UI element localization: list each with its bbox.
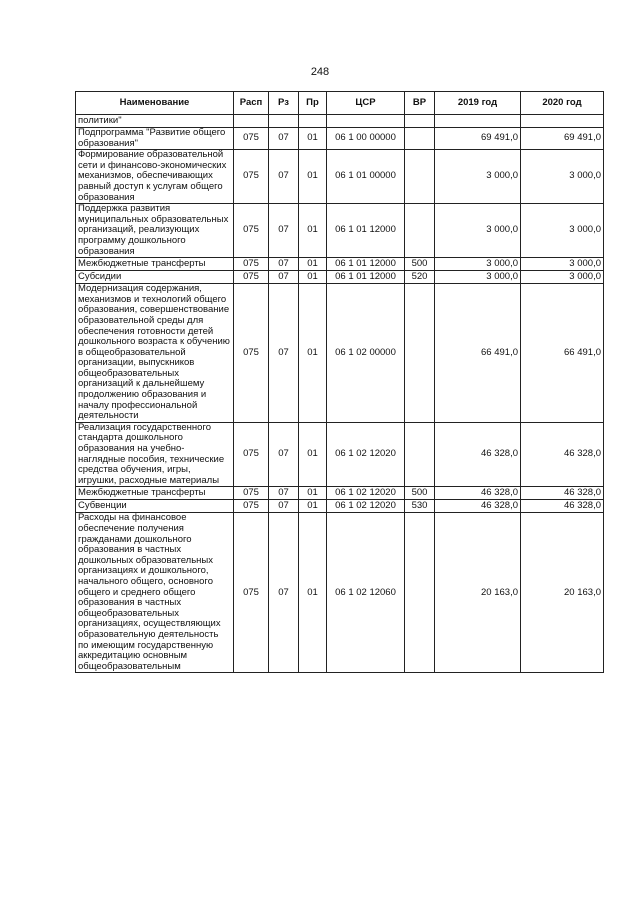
cell-2019: 3 000,0: [435, 150, 521, 204]
table-row: [76, 204, 604, 258]
cell-rz: 07: [269, 271, 299, 284]
cell-rz: 07: [269, 284, 299, 423]
cell-vr: [405, 128, 435, 150]
cell-name: Расходы на финансовое обеспечение получения гражданами дошкольного образования в частных дошкольных образовательных организациях и дошкольного, начального общего, основного общего и среднего общего образования в частных общеобразовательных организациях, осуществляющих образовательную деятельность по имеющим государственную аккредитацию основным общеобразовательным: [76, 513, 234, 673]
cell-rasp: 075: [234, 422, 269, 487]
cell-name: Формирование образовательной сети и финансово-экономических механизмов, обеспечивающих равный доступ к услугам общего образования: [76, 150, 234, 204]
header-rz: Рз: [269, 92, 299, 115]
cell-rasp: 075: [234, 204, 269, 258]
cell-2020: 46 328,0: [521, 487, 604, 500]
cell-pr: 01: [299, 284, 327, 423]
header-row: [76, 92, 604, 115]
header-pr: Пр: [299, 92, 327, 115]
cell-rz: 07: [269, 204, 299, 258]
cell-rasp: 075: [234, 128, 269, 150]
cell-name: Реализация государственного стандарта дошкольного образования на учебно-наглядные пособия, технические средства обучения, игры, игрушки, расходные материалы: [76, 422, 234, 487]
cell-pr: 01: [299, 513, 327, 673]
cell-vr: 500: [405, 487, 435, 500]
cell-csr: 06 1 02 00000: [327, 284, 405, 423]
table-row: [76, 115, 604, 128]
cell-name: Субсидии: [76, 271, 234, 284]
cell-pr: 01: [299, 204, 327, 258]
cell-rz: 07: [269, 500, 299, 513]
cell-2019: 46 328,0: [435, 422, 521, 487]
cell-name: политики": [76, 115, 234, 128]
cell-rasp: 075: [234, 258, 269, 271]
cell-name: Поддержка развития муниципальных образовательных организаций, реализующих программу дошкольного образования: [76, 204, 234, 258]
table-row: [76, 258, 604, 271]
cell-vr: [405, 422, 435, 487]
cell-csr: 06 1 02 12020: [327, 487, 405, 500]
cell-rz: 07: [269, 513, 299, 673]
cell-rasp: 075: [234, 271, 269, 284]
table-row: [76, 150, 604, 204]
table-row: [76, 500, 604, 513]
cell-rz: 07: [269, 258, 299, 271]
cell-rz: 07: [269, 487, 299, 500]
cell-rasp: 075: [234, 500, 269, 513]
cell-2020: 46 328,0: [521, 500, 604, 513]
cell-vr: [405, 284, 435, 423]
cell-rz: [269, 115, 299, 128]
cell-pr: 01: [299, 128, 327, 150]
cell-rasp: 075: [234, 284, 269, 423]
cell-2020: 3 000,0: [521, 271, 604, 284]
cell-csr: 06 1 01 00000: [327, 150, 405, 204]
cell-2019: 3 000,0: [435, 204, 521, 258]
cell-2019: 69 491,0: [435, 128, 521, 150]
header-csr: ЦСР: [327, 92, 405, 115]
cell-2019: 20 163,0: [435, 513, 521, 673]
cell-rasp: 075: [234, 487, 269, 500]
cell-vr: 520: [405, 271, 435, 284]
cell-vr: 530: [405, 500, 435, 513]
cell-pr: 01: [299, 258, 327, 271]
cell-pr: 01: [299, 271, 327, 284]
header-name: Наименование: [76, 92, 234, 115]
cell-csr: 06 1 02 12020: [327, 422, 405, 487]
cell-csr: 06 1 02 12020: [327, 500, 405, 513]
cell-rasp: 075: [234, 513, 269, 673]
cell-2019: [435, 115, 521, 128]
cell-2020: 3 000,0: [521, 150, 604, 204]
header-rasp: Расп: [234, 92, 269, 115]
cell-csr: 06 1 02 12060: [327, 513, 405, 673]
cell-name: Модернизация содержания, механизмов и технологий общего образования, совершенствование образовательной среды для обеспечения готовности детей дошкольного возраста к обучению в общеобразовательной организации, выпускников общеобразовательных организаций к дальнейшему продолжению образования и началу профессиональной деятельности: [76, 284, 234, 423]
cell-vr: [405, 115, 435, 128]
cell-2019: 46 328,0: [435, 500, 521, 513]
cell-rasp: [234, 115, 269, 128]
cell-rz: 07: [269, 422, 299, 487]
cell-2020: 20 163,0: [521, 513, 604, 673]
header-2019: 2019 год: [435, 92, 521, 115]
cell-pr: 01: [299, 150, 327, 204]
cell-rasp: 075: [234, 150, 269, 204]
cell-2019: 66 491,0: [435, 284, 521, 423]
cell-csr: 06 1 00 00000: [327, 128, 405, 150]
cell-rz: 07: [269, 150, 299, 204]
cell-name: Подпрограмма "Развитие общего образования": [76, 128, 234, 150]
cell-csr: 06 1 01 12000: [327, 271, 405, 284]
budget-table: [75, 91, 604, 673]
table-row: [76, 422, 604, 487]
cell-rz: 07: [269, 128, 299, 150]
cell-vr: [405, 150, 435, 204]
cell-name: Межбюджетные трансферты: [76, 258, 234, 271]
cell-pr: [299, 115, 327, 128]
header-vr: ВР: [405, 92, 435, 115]
page-number: 248: [310, 66, 330, 78]
cell-csr: 06 1 01 12000: [327, 258, 405, 271]
cell-vr: [405, 513, 435, 673]
table-row: [76, 487, 604, 500]
cell-2020: 3 000,0: [521, 204, 604, 258]
cell-pr: 01: [299, 487, 327, 500]
cell-2020: [521, 115, 604, 128]
cell-2020: 46 328,0: [521, 422, 604, 487]
cell-csr: 06 1 01 12000: [327, 204, 405, 258]
cell-vr: 500: [405, 258, 435, 271]
table-row: [76, 284, 604, 423]
cell-2020: 3 000,0: [521, 258, 604, 271]
cell-2020: 69 491,0: [521, 128, 604, 150]
cell-pr: 01: [299, 500, 327, 513]
cell-vr: [405, 204, 435, 258]
cell-2019: 3 000,0: [435, 258, 521, 271]
table-row: [76, 513, 604, 673]
table-row: [76, 271, 604, 284]
cell-name: Субвенции: [76, 500, 234, 513]
cell-csr: [327, 115, 405, 128]
cell-2019: 3 000,0: [435, 271, 521, 284]
cell-2019: 46 328,0: [435, 487, 521, 500]
cell-pr: 01: [299, 422, 327, 487]
table-row: [76, 128, 604, 150]
cell-name: Межбюджетные трансферты: [76, 487, 234, 500]
cell-2020: 66 491,0: [521, 284, 604, 423]
header-2020: 2020 год: [521, 92, 604, 115]
